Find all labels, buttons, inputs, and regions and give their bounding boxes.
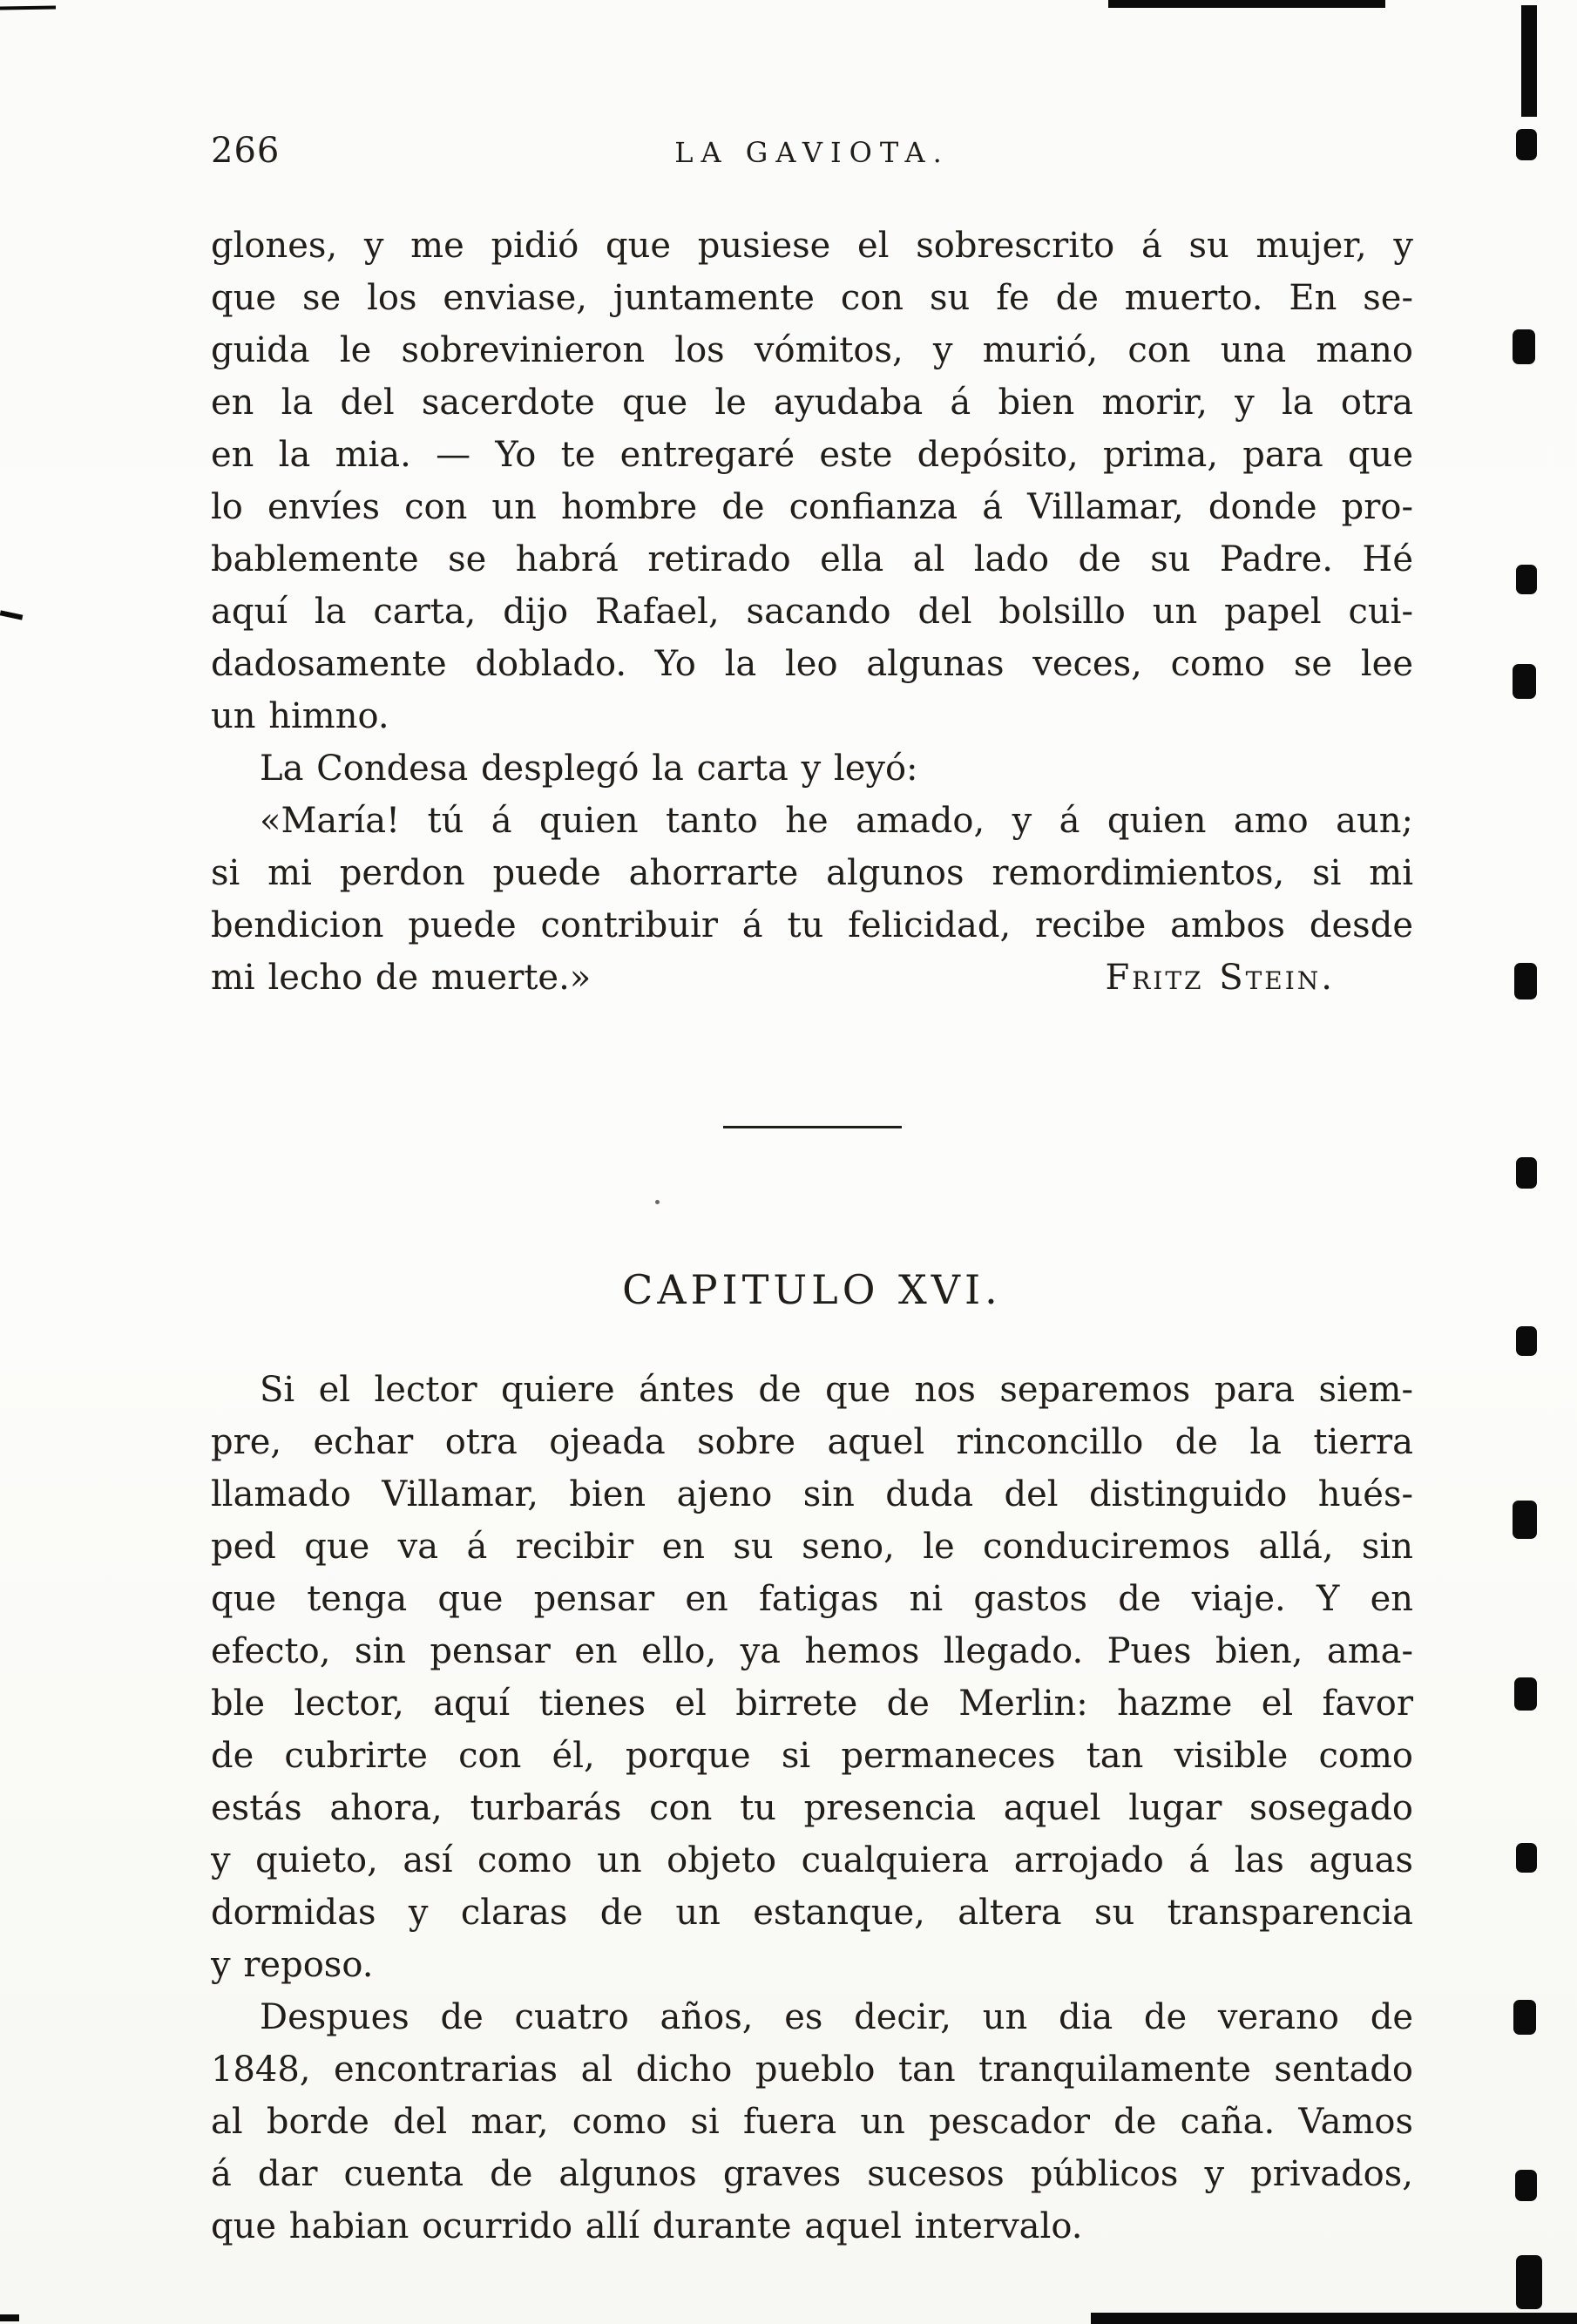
running-title: LA GAVIOTA. [674,136,950,169]
text-block [211,220,1413,2253]
text-line: pre, echar otra ojeada sobre aquel rinconcillo de la tierra [211,1422,1413,1462]
text-line: glones, y me pidió que pusiese el sobrescrito á su mujer, y [211,226,1413,266]
text-line: de cubrirte con él, porque si permaneces tan visible como [211,1736,1413,1776]
scan-artifact-edge-blob [1513,1501,1537,1539]
text-line: guida le sobrevinieron los vómitos, y murió, con una mano [211,330,1413,370]
page-header [211,131,1413,171]
scan-artifact-speck [655,1200,660,1204]
paragraph-years [211,1991,1413,2253]
letter-paragraph [211,795,1413,952]
scan-artifact-edge-blob [1514,1677,1537,1711]
text-line: que tenga que pensar en fatigas ni gastos de viaje. Y en [211,1579,1413,1619]
scan-artifact-edge-blob [1513,664,1536,699]
letter-closing-line [211,952,1413,1004]
scan-artifact-edge-blob [1513,329,1535,364]
scan-artifact-left-dash [0,610,23,620]
letter-close-text: mi lecho de muerte.» [211,958,592,998]
text-line: lo envíes con un hombre de confianza á Villamar, donde pro- [211,487,1413,527]
scan-artifact-bottom-left-mark [0,2314,19,2321]
text-line: dormidas y claras de un estanque, altera su transparencia [211,1893,1413,1933]
text-line: Si el lector quiere ántes de que nos separemos para siem- [260,1370,1413,1410]
paragraph-villamar [211,1364,1413,1991]
letter-signature: Fritz Stein. [1105,958,1335,998]
text-line: un himno. [211,696,389,736]
scan-artifact-edge-blob [1515,2170,1537,2201]
text-line: llamado Villamar, bien ajeno sin duda del distinguido hués- [211,1474,1413,1514]
scan-artifact-bottom-strip [1091,2313,1577,2324]
text-line: que habian ocurrido allí durante aquel intervalo. [211,2206,1083,2246]
text-line: ble lector, aquí tienes el birrete de Merlin: hazme el favor [211,1684,1413,1724]
text-line: y quieto, así como un objeto cualquiera arrojado á las aguas [211,1840,1413,1880]
scan-artifact-edge-blob [1516,1843,1537,1873]
text-line: Despues de cuatro años, es decir, un dia de verano de [260,1997,1413,2037]
text-line: estás ahora, turbarás con tu presencia aquel lugar sosegado [211,1788,1413,1828]
scan-artifact-edge-blob [1516,1157,1537,1189]
scan-artifact-top-strip [1108,0,1385,8]
text-line: La Condesa desplegó la carta y leyó: [260,749,918,789]
paragraph-condesa [211,742,1413,795]
scan-artifact-top-left-line [0,5,56,10]
text-line: y reposo. [211,1945,374,1985]
text-line: bablemente se habrá retirado ella al lado de su Padre. Hé [211,539,1413,579]
section-divider [723,1126,902,1128]
text-line: ped que va á recibir en su seno, le conduciremos allá, sin [211,1527,1413,1567]
scan-artifact-right-bar [1521,5,1537,117]
text-line: que se los enviase, juntamente con su fe de muerto. En se- [211,278,1413,318]
text-line: aquí la carta, dijo Rafael, sacando del bolsillo un papel cui- [211,592,1413,632]
text-line: en la mia. — Yo te entregaré este depósito, prima, para que [211,435,1413,475]
text-line: efecto, sin pensar en ello, ya hemos llegado. Pues bien, ama- [211,1631,1413,1671]
scan-artifact-edge-blob [1514,963,1537,999]
text-line: dadosamente doblado. Yo la leo algunas veces, como se lee [211,644,1413,684]
text-line: al borde del mar, como si fuera un pescador de caña. Vamos [211,2102,1413,2142]
text-line: «María! tú á quien tanto he amado, y á quien amo aun; [260,801,1413,841]
text-line: en la del sacerdote que le ayudaba á bien morir, y la otra [211,383,1413,423]
scan-artifact-edge-blob [1516,565,1537,594]
scan-artifact-edge-blob [1516,1326,1537,1356]
text-line: 1848, encontrarias al dicho pueblo tan tranquilamente sentado [211,2050,1413,2090]
scan-artifact-edge-blob [1513,2000,1536,2035]
paragraph-continuation [211,220,1413,742]
text-line: á dar cuenta de algunos graves sucesos públicos y privados, [211,2154,1413,2194]
scan-artifact-bottom-right-blob [1516,2255,1542,2309]
text-line: si mi perdon puede ahorrarte algunos remordimientos, si mi [211,853,1413,893]
text-line: bendicion puede contribuir á tu felicidad, recibe ambos desde [211,905,1413,945]
chapter-heading: CAPITULO XVI. [622,1266,1002,1313]
scan-artifact-edge-blob [1516,129,1537,160]
page-number: 266 [211,131,281,171]
